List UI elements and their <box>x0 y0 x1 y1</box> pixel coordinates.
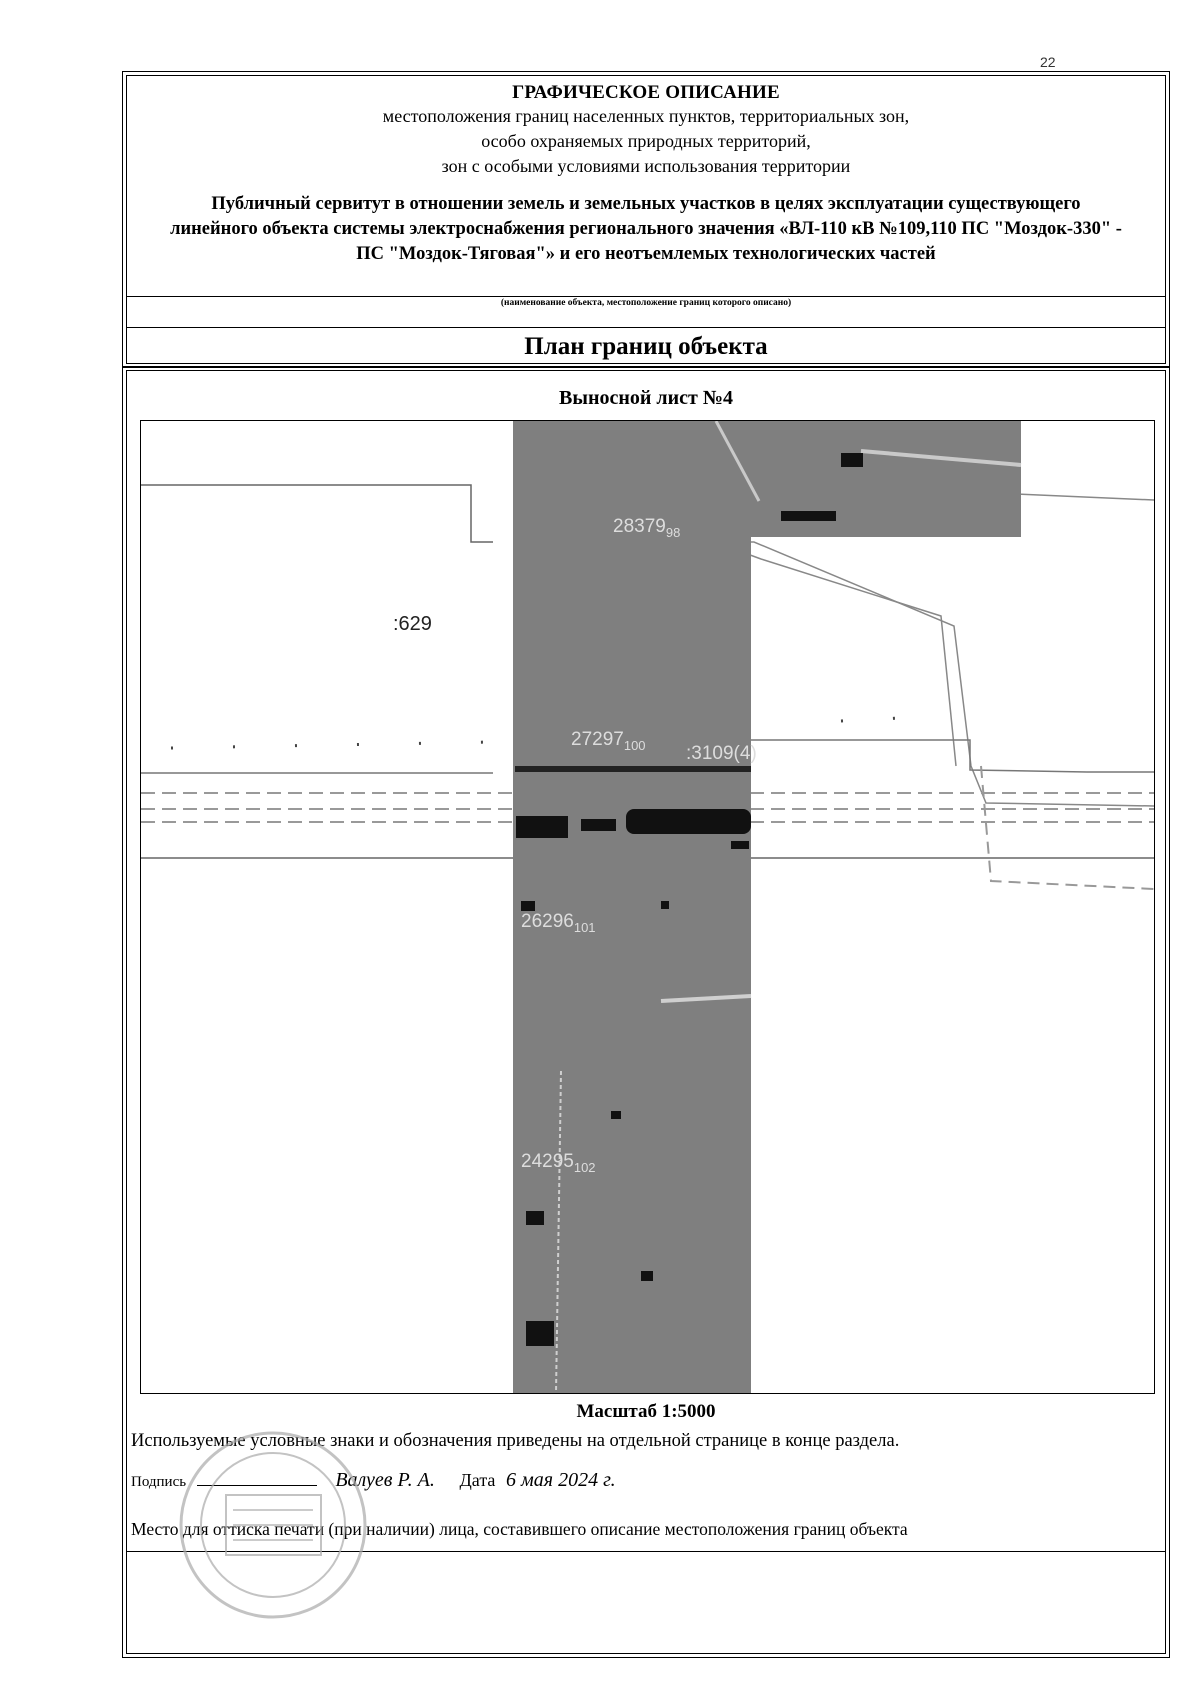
parcel-boundary <box>141 485 493 542</box>
parcel-boundary <box>731 548 956 766</box>
parcel-label: $24295_{102}$ <box>521 1151 596 1175</box>
dark-patch <box>526 1211 544 1225</box>
dotted-line <box>171 742 491 748</box>
parcel-boundary <box>721 542 1154 806</box>
object-name: Публичный сервитут в отношении земель и земельных участков в целях эксплуатации существующего линейного объекта системы электроснабжения регионального значения «ВЛ-110 кВ №109,110 ПС "Моздок-330" - ПС "Моздок-Тяговая"» и его неотъемлемых технологических частей <box>170 194 1122 264</box>
parcel-label: $26296_{101}$ <box>521 911 596 935</box>
dark-patch <box>516 816 568 838</box>
boundary-map <box>140 420 1155 1394</box>
dark-patch <box>841 453 863 467</box>
page-number: 22 <box>1040 54 1056 70</box>
parcel-boundary <box>721 740 1154 772</box>
dark-patch <box>781 511 836 521</box>
divider <box>127 296 1165 297</box>
object-caption: (наименование объекта, местоположение границ которого описано) <box>500 298 792 308</box>
stamp-note: Место для оттиска печати (при наличии) лица, составившего описание местоположения границ объекта <box>131 1519 908 1539</box>
dark-patch <box>526 1321 554 1346</box>
parcel-label: $28379_{98}$ <box>613 516 681 540</box>
zone-boundary <box>981 766 1154 889</box>
document-title: ГРАФИЧЕСКОЕ ОПИСАНИЕ <box>512 82 780 103</box>
dark-patch <box>641 1271 653 1281</box>
servitude-strip <box>513 421 1021 1393</box>
header-frame-inner <box>126 75 1166 364</box>
dark-patch <box>581 819 616 831</box>
dark-patch <box>731 841 749 849</box>
zone-label: :3109(4) <box>686 743 757 764</box>
map-graphics <box>141 421 1154 1393</box>
dark-patch <box>626 809 751 834</box>
parcel-label: $27297_{100}$ <box>571 729 646 753</box>
dark-patch <box>521 901 535 911</box>
subtitle-line-2: особо охраняемых природных территорий, <box>481 131 811 151</box>
subtitle-line-1: местоположения границ населенных пунктов, территориальных зон, <box>382 106 910 126</box>
date-label: Дата <box>459 1470 496 1490</box>
dark-patch <box>611 1111 621 1119</box>
divider <box>127 327 1165 328</box>
signature-label: Подпись <box>131 1474 187 1490</box>
parcel-label: :629 <box>393 613 432 635</box>
dotted-line <box>841 716 941 721</box>
dark-patch <box>515 766 751 772</box>
plan-title: План границ объекта <box>524 333 768 360</box>
legend-note: Используемые условные знаки и обозначения приведены на отдельной странице в конце раздела. <box>131 1431 900 1451</box>
sheet-title: Выносной лист №4 <box>559 387 733 409</box>
header-frame <box>122 71 1170 368</box>
date-value: 6 мая 2024 г. <box>506 1469 616 1491</box>
dark-patch <box>661 901 669 909</box>
subtitle-line-3: зон с особыми условиями использования территории <box>441 156 851 176</box>
seal-stamp <box>178 1380 368 1670</box>
signer-name: Валуев Р. А. <box>335 1469 435 1491</box>
map-scale: Масштаб 1:5000 <box>576 1401 716 1422</box>
